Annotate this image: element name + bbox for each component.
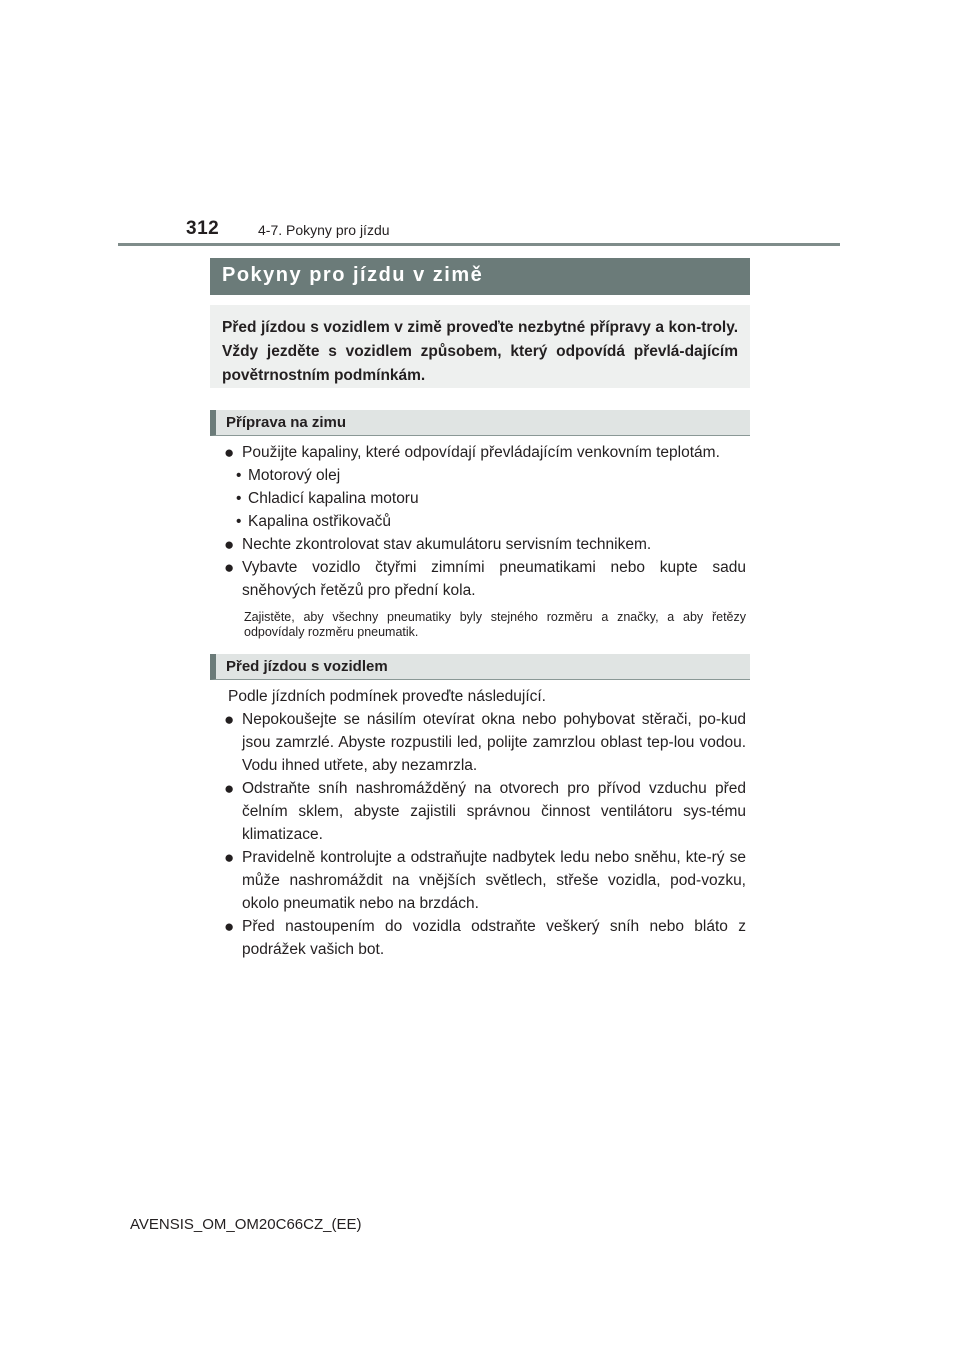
- list-item: [224, 915, 746, 961]
- before-driving-content: [224, 685, 746, 961]
- bullet-icon: ●: [224, 917, 235, 936]
- intro-box: Před jízdou s vozidlem v zimě proveďte nezbytné přípravy a kon-troly. Vždy jezděte s vozidlem způsobem, který odpovídá převlá-dajícím povětrnostním podmínkám.: [210, 305, 750, 388]
- sub-bullet-icon: •: [236, 490, 242, 507]
- winter-prep-content: [224, 441, 746, 640]
- bullet-text: Odstraňte sníh nashromážděný na otvorech pro přívod vzduchu před čelním sklem, abyste zajistili správnou činnost ventilátoru sys-tému klimatizace.: [242, 780, 746, 843]
- sub-list-item: [224, 487, 746, 510]
- footer-code: AVENSIS_OM_OM20C66CZ_(EE): [130, 1216, 362, 1233]
- bullet-icon: ●: [224, 535, 235, 554]
- lead-text: Podle jízdních podmínek proveďte následující.: [228, 688, 546, 705]
- note-text: Zajistěte, aby všechny pneumatiky byly stejného rozměru a značky, a aby řetězy odpovídaly rozměru pneumatik.: [244, 610, 746, 639]
- sub-item-text: Kapalina ostřikovačů: [248, 513, 392, 530]
- list-item: [224, 441, 746, 464]
- section-heading-winter-prep: Příprava na zimu: [210, 410, 750, 436]
- bullet-text: Pravidelně kontrolujte a odstraňujte nadbytek ledu nebo sněhu, kte-rý se může nashromáždit na vnějších světlech, střeše vozidla, pod-vozku, okolo pneumatik nebo na brzdách.: [242, 849, 746, 912]
- sub-item-text: Chladicí kapalina motoru: [248, 490, 419, 507]
- bullet-icon: ●: [224, 848, 235, 867]
- section-heading-before-driving: Před jízdou s vozidlem: [210, 654, 750, 680]
- page-title: Pokyny pro jízdu v zimě: [210, 258, 750, 295]
- sub-item-text: Motorový olej: [248, 467, 341, 484]
- sub-list-item: [224, 464, 746, 487]
- sub-bullet-icon: •: [236, 513, 242, 530]
- header-rule: [118, 243, 840, 246]
- bullet-text: Před nastoupením do vozidla odstraňte veškerý sníh nebo bláto z podrážek vašich bot.: [242, 918, 746, 958]
- bullet-icon: ●: [224, 710, 235, 729]
- bullet-text: Nepokoušejte se násilím otevírat okna nebo pohybovat stěrači, po-kud jsou zamrzlé. Abyste rozpustili led, polijte zamrzlou oblast tep-lou vodou. Vodu ihned utřete, aby nezamrzla.: [242, 711, 746, 774]
- list-item: [224, 777, 746, 846]
- sub-list-item: [224, 510, 746, 533]
- list-item: [224, 708, 746, 777]
- bullet-text: Použijte kapaliny, které odpovídají převládajícím venkovním teplotám.: [242, 444, 720, 461]
- page-number: 312: [186, 218, 220, 239]
- bullet-icon: ●: [224, 779, 235, 798]
- bullet-text: Nechte zkontrolovat stav akumulátoru servisním technikem.: [242, 536, 652, 553]
- section-reference: 4-7. Pokyny pro jízdu: [258, 222, 390, 238]
- bullet-icon: ●: [224, 558, 235, 577]
- bullet-icon: ●: [224, 443, 235, 462]
- sub-bullet-icon: •: [236, 467, 242, 484]
- list-item: [224, 556, 746, 602]
- list-item: [224, 533, 746, 556]
- bullet-text: Vybavte vozidlo čtyřmi zimními pneumatikami nebo kupte sadu sněhových řetězů pro přední kola.: [242, 559, 746, 599]
- list-item: [224, 846, 746, 915]
